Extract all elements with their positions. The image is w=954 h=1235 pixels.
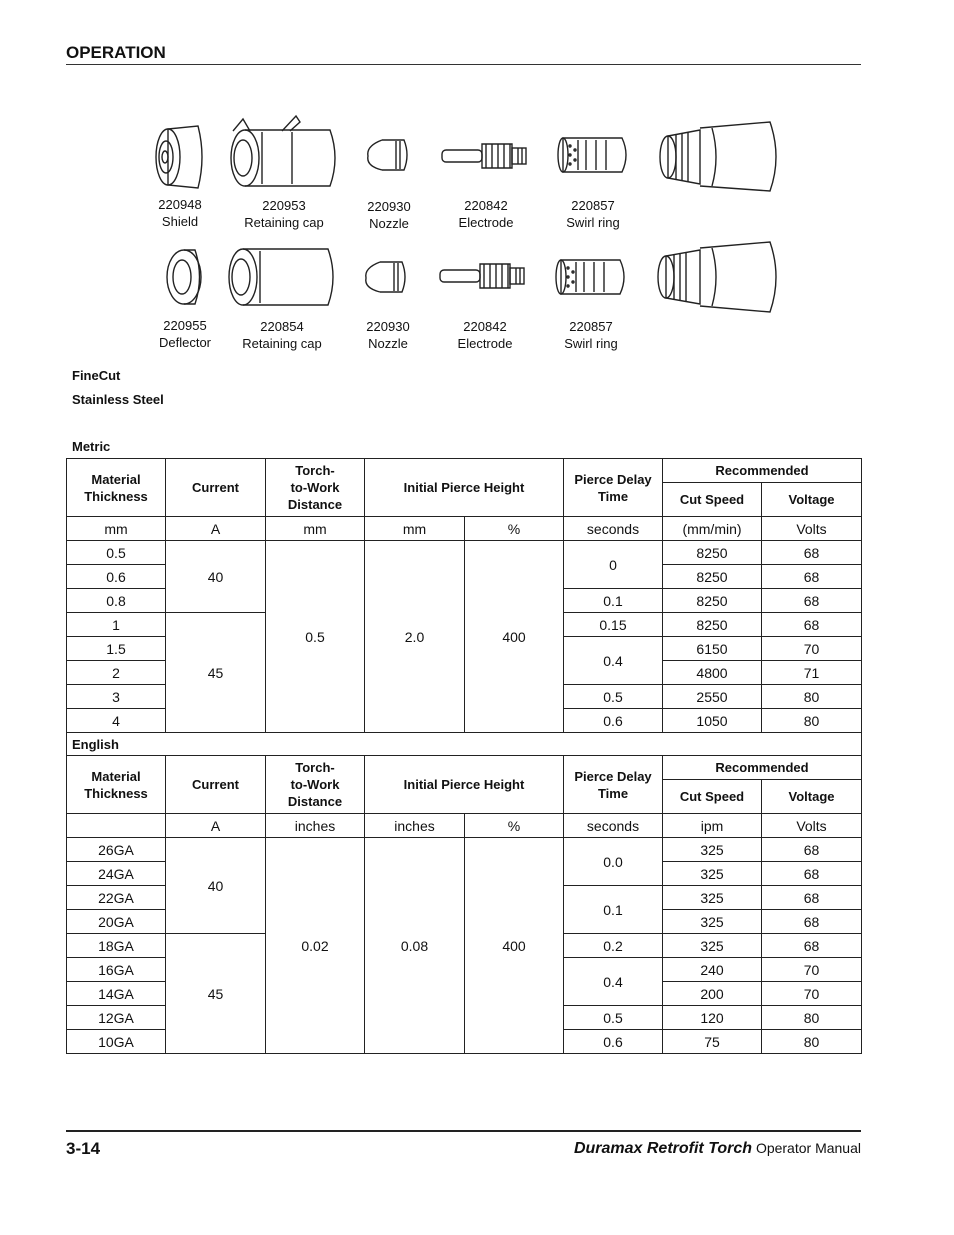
torch-body-2-drawing <box>658 242 776 312</box>
part-caption-electrode: 220842 Electrode <box>458 198 514 230</box>
voltage-cell: 68 <box>762 910 862 934</box>
voltage-cell: 70 <box>762 982 862 1006</box>
pierce-delay-cell: 0.2 <box>564 934 663 958</box>
unit-cell: inches <box>365 814 465 838</box>
thickness-cell: 16GA <box>67 958 166 982</box>
thickness-cell: 24GA <box>67 862 166 886</box>
footer-rule <box>66 1130 861 1132</box>
header-current: Current <box>166 756 266 814</box>
pierce-delay-cell: 0.1 <box>564 589 663 613</box>
header-voltage: Voltage <box>762 483 862 517</box>
voltage-cell: 68 <box>762 886 862 910</box>
swirl-ring-1-drawing <box>558 138 626 172</box>
thickness-cell: 1 <box>67 613 166 637</box>
metric-label: Metric <box>72 439 111 454</box>
pierce-height-percent-cell: 400 <box>465 541 564 733</box>
thickness-cell: 26GA <box>67 838 166 862</box>
cut-speed-cell: 8250 <box>663 541 762 565</box>
pierce-height-percent-cell: 400 <box>465 838 564 1054</box>
cut-speed-cell: 1050 <box>663 709 762 733</box>
table-row <box>67 838 862 862</box>
torch-body-1-drawing <box>660 122 776 191</box>
product-name: Duramax Retrofit Torch <box>573 1140 753 1157</box>
pierce-delay-cell: 0.15 <box>564 613 663 637</box>
cut-speed-cell: 200 <box>663 982 762 1006</box>
unit-cell: mm <box>266 517 365 541</box>
unit-cell: seconds <box>564 814 663 838</box>
metric-units-row <box>67 517 862 541</box>
thickness-cell: 3 <box>67 685 166 709</box>
part-caption-deflector: 220955 Deflector <box>158 318 212 350</box>
cut-speed-cell: 8250 <box>663 589 762 613</box>
header-voltage: Voltage <box>762 780 862 814</box>
voltage-cell: 80 <box>762 685 862 709</box>
nozzle-1-drawing <box>368 140 407 170</box>
unit-cell: Volts <box>762 517 862 541</box>
voltage-cell: 80 <box>762 709 862 733</box>
cut-speed-cell: 325 <box>663 910 762 934</box>
unit-cell: % <box>465 814 564 838</box>
cut-speed-cell: 240 <box>663 958 762 982</box>
current-cell: 40 <box>166 838 266 934</box>
voltage-cell: 68 <box>762 565 862 589</box>
voltage-cell: 71 <box>762 661 862 685</box>
deflector-drawing <box>167 250 201 304</box>
current-cell: 40 <box>166 541 266 613</box>
header-initial-pierce-height: Initial Pierce Height <box>365 459 564 517</box>
unit-cell: A <box>166 814 266 838</box>
pierce-delay-cell: 0.1 <box>564 886 663 934</box>
english-units-row <box>67 814 862 838</box>
header-pierce-delay-time: Pierce Delay Time <box>564 459 663 517</box>
material-label: Stainless Steel <box>72 392 164 407</box>
header-recommended: Recommended <box>663 756 862 780</box>
footer-title <box>574 1140 861 1158</box>
pierce-delay-cell: 0 <box>564 541 663 589</box>
cut-speed-cell: 6150 <box>663 637 762 661</box>
english-label: English <box>67 733 862 756</box>
section-title: OPERATION <box>66 43 166 62</box>
unit-cell: % <box>465 517 564 541</box>
swirl-ring-2-drawing <box>556 260 624 294</box>
thickness-cell: 4 <box>67 709 166 733</box>
unit-cell: inches <box>266 814 365 838</box>
pierce-delay-cell: 0.5 <box>564 1006 663 1030</box>
header-pierce-delay-time: Pierce Delay Time <box>564 756 663 814</box>
cut-speed-cell: 8250 <box>663 565 762 589</box>
part-caption-retaining-cap: 220953 Retaining cap <box>244 198 324 230</box>
unit-cell: mm <box>67 517 166 541</box>
header-material-thickness: Material Thickness <box>67 756 166 814</box>
voltage-cell: 68 <box>762 838 862 862</box>
part-caption-retaining-cap: 220854 Retaining cap <box>242 319 322 351</box>
unit-cell <box>67 814 166 838</box>
thickness-cell: 2 <box>67 661 166 685</box>
unit-cell: Volts <box>762 814 862 838</box>
voltage-cell: 70 <box>762 637 862 661</box>
header-torch-to-work: Torch- to-Work Distance <box>266 756 365 814</box>
pierce-height-cell: 0.08 <box>365 838 465 1054</box>
part-caption-nozzle: 220930 Nozzle <box>366 319 410 351</box>
voltage-cell: 68 <box>762 541 862 565</box>
header-torch-to-work: Torch- to-Work Distance <box>266 459 365 517</box>
retaining-cap-1-drawing <box>231 116 335 186</box>
unit-cell: seconds <box>564 517 663 541</box>
table-row <box>67 541 862 565</box>
thickness-cell: 20GA <box>67 910 166 934</box>
cut-speed-cell: 75 <box>663 1030 762 1054</box>
pierce-delay-cell: 0.6 <box>564 709 663 733</box>
cut-speed-cell: 325 <box>663 886 762 910</box>
voltage-cell: 68 <box>762 589 862 613</box>
header-cut-speed: Cut Speed <box>663 483 762 517</box>
thickness-cell: 0.8 <box>67 589 166 613</box>
pierce-delay-cell: 0.5 <box>564 685 663 709</box>
retaining-cap-2-drawing <box>229 249 333 305</box>
voltage-cell: 68 <box>762 934 862 958</box>
torch-to-work-cell: 0.02 <box>266 838 365 1054</box>
header-initial-pierce-height: Initial Pierce Height <box>365 756 564 814</box>
pierce-delay-cell: 0.4 <box>564 958 663 1006</box>
cut-speed-cell: 4800 <box>663 661 762 685</box>
consumables-illustration <box>0 0 954 360</box>
thickness-cell: 12GA <box>67 1006 166 1030</box>
part-caption-swirl-ring: 220857 Swirl ring <box>566 198 620 230</box>
unit-cell: (mm/min) <box>663 517 762 541</box>
part-caption-swirl-ring: 220857 Swirl ring <box>564 319 618 351</box>
thickness-cell: 1.5 <box>67 637 166 661</box>
process-label: FineCut <box>72 368 121 383</box>
voltage-cell: 80 <box>762 1030 862 1054</box>
cut-speed-cell: 8250 <box>663 613 762 637</box>
part-caption-nozzle: 220930 Nozzle <box>367 199 411 231</box>
header-material-thickness: Material Thickness <box>67 459 166 517</box>
thickness-cell: 0.6 <box>67 565 166 589</box>
pierce-delay-cell: 0.4 <box>564 637 663 685</box>
electrode-2-drawing <box>440 264 524 288</box>
voltage-cell: 68 <box>762 613 862 637</box>
nozzle-2-drawing <box>366 262 405 292</box>
manual-name: Operator Manual <box>755 1140 861 1156</box>
unit-cell: ipm <box>663 814 762 838</box>
pierce-height-cell: 2.0 <box>365 541 465 733</box>
thickness-cell: 10GA <box>67 1030 166 1054</box>
cut-speed-cell: 2550 <box>663 685 762 709</box>
part-caption-electrode: 220842 Electrode <box>457 319 513 351</box>
thickness-cell: 22GA <box>67 886 166 910</box>
thickness-cell: 0.5 <box>67 541 166 565</box>
cut-speed-cell: 325 <box>663 838 762 862</box>
pierce-delay-cell: 0.6 <box>564 1030 663 1054</box>
page-number: 3-14 <box>66 1139 101 1158</box>
thickness-cell: 14GA <box>67 982 166 1006</box>
cut-speed-cell: 325 <box>663 862 762 886</box>
unit-cell: A <box>166 517 266 541</box>
header-current: Current <box>166 459 266 517</box>
current-cell: 45 <box>166 613 266 733</box>
header-cut-speed: Cut Speed <box>663 780 762 814</box>
part-caption-shield: 220948 Shield <box>158 197 202 229</box>
unit-cell: mm <box>365 517 465 541</box>
thickness-cell: 18GA <box>67 934 166 958</box>
shield-drawing <box>156 126 202 188</box>
pierce-delay-cell: 0.0 <box>564 838 663 886</box>
cut-speed-cell: 120 <box>663 1006 762 1030</box>
torch-to-work-cell: 0.5 <box>266 541 365 733</box>
electrode-1-drawing <box>442 144 526 168</box>
header-recommended: Recommended <box>663 459 862 483</box>
cut-chart-table <box>66 458 862 1054</box>
voltage-cell: 68 <box>762 862 862 886</box>
voltage-cell: 80 <box>762 1006 862 1030</box>
cut-speed-cell: 325 <box>663 934 762 958</box>
current-cell: 45 <box>166 934 266 1054</box>
voltage-cell: 70 <box>762 958 862 982</box>
